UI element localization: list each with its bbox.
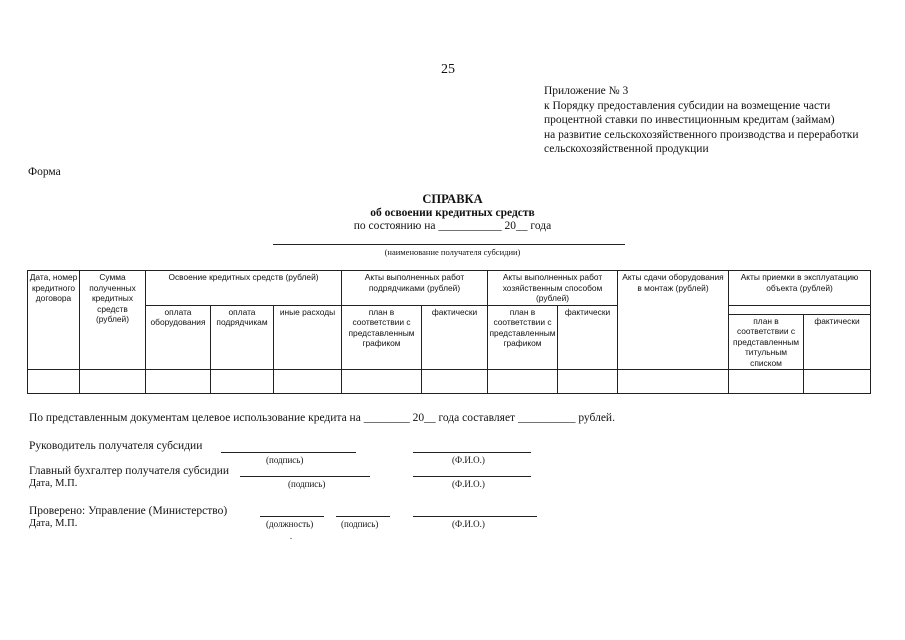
appendix-text-line: сельскохозяйственной продукции: [544, 143, 709, 156]
date-stamp-label: Дата, М.П.: [29, 478, 78, 489]
header-development: Освоение кредитных средств (рублей): [146, 271, 342, 306]
accountant-signature-line: [240, 476, 370, 477]
subheader-actual: фактически: [422, 305, 488, 370]
subheader-actual: фактически: [804, 314, 871, 370]
table-row: [28, 370, 871, 394]
table-cell: [618, 370, 729, 394]
recipient-caption: (наименование получателя субсидии): [384, 247, 521, 257]
table-cell: [729, 370, 804, 394]
table-cell: [422, 370, 488, 394]
header-acceptance-acts: Акты приемки в эксплуатацию объекта (рублей): [729, 271, 871, 306]
table-cell: [146, 370, 211, 394]
appendix-block: [544, 84, 859, 157]
fio-caption: (Ф.И.О.): [452, 479, 485, 489]
date-stamp-label: Дата, М.П.: [29, 518, 78, 529]
appendix-text-line: к Порядку предоставления субсидии на возмещение части: [544, 99, 831, 112]
table-cell: [558, 370, 618, 394]
signature-caption: (подпись): [266, 455, 304, 465]
header-equipment-acts: Акты сдачи оборудования в монтаж (рублей): [618, 271, 729, 370]
subheader-plan-schedule: план в соответствии с представленным графиком: [488, 305, 558, 370]
table-cell: [80, 370, 146, 394]
page-number: 25: [441, 62, 455, 77]
header-contractor-acts: Акты выполненных работ подрядчиками (рублей): [342, 271, 488, 306]
checked-by-label: Проверено: Управление (Министерство): [29, 505, 228, 517]
appendix-text-line: на развитие сельскохозяйственного производства и переработки: [544, 128, 859, 141]
header-amount: Сумма полученных кредитных средств (рублей): [80, 271, 146, 370]
signature-caption: (подпись): [288, 479, 326, 489]
head-of-recipient-label: Руководитель получателя субсидии: [29, 440, 203, 452]
subheader-actual: фактически: [558, 305, 618, 370]
table-cell: [274, 370, 342, 394]
subheader-plan-schedule: план в соответствии с представленным графиком: [342, 305, 422, 370]
credit-development-table: [27, 270, 871, 394]
position-caption: (должность): [266, 519, 314, 529]
chief-accountant-label: Главный бухгалтер получателя субсидии: [29, 465, 229, 477]
scan-artifact: [290, 538, 292, 539]
form-label: Форма: [28, 166, 61, 178]
subheader-plan-title-list: план в соответствии с представленным титульным списком: [729, 314, 804, 370]
table-cell: [28, 370, 80, 394]
acceptance-spacer: [729, 305, 871, 314]
position-line: [260, 516, 324, 517]
recipient-name-line: [273, 244, 625, 245]
table-cell: [211, 370, 274, 394]
as-of-date-line: по состоянию на ___________ 20__ года: [353, 220, 552, 232]
head-signature-line: [221, 452, 356, 453]
appendix-number: Приложение № 3: [544, 85, 629, 97]
subheader-equipment-payment: оплата оборудования: [146, 305, 211, 370]
header-own-acts: Акты выполненных работ хозяйственным способом (рублей): [488, 271, 618, 306]
subheader-other-expenses: иные расходы: [274, 305, 342, 370]
fio-caption: (Ф.И.О.): [452, 519, 485, 529]
checked-signature-line: [336, 516, 390, 517]
table-cell: [342, 370, 422, 394]
document-subtitle: об освоении кредитных средств: [370, 207, 535, 219]
appendix-text-line: процентной ставки по инвестиционным кредитам (займам): [544, 114, 835, 127]
header-date-number: Дата, номер кредитного договора: [28, 271, 80, 370]
credit-usage-statement: По представленным документам целевое использование кредита на ________ 20__ года составляет __________ рублей.: [29, 412, 615, 424]
signature-caption: (подпись): [341, 519, 379, 529]
table-cell: [804, 370, 871, 394]
document-title: СПРАВКА: [422, 192, 483, 206]
checked-fio-line: [413, 516, 537, 517]
accountant-fio-line: [413, 476, 531, 477]
fio-caption: (Ф.И.О.): [452, 455, 485, 465]
head-fio-line: [413, 452, 531, 453]
table-cell: [488, 370, 558, 394]
subheader-contractors-payment: оплата подрядчикам: [211, 305, 274, 370]
